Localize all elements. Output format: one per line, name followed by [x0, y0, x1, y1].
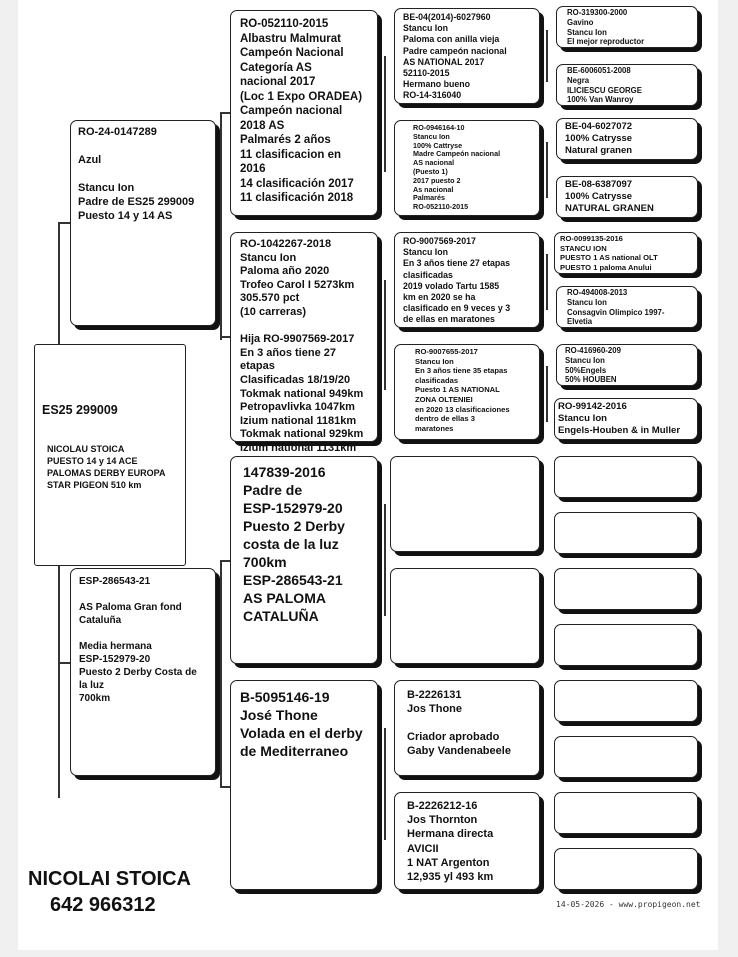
- gen4-box-empty[interactable]: [554, 848, 698, 890]
- gen4-box-f[interactable]: [556, 286, 698, 328]
- connector-line: [546, 254, 548, 310]
- subject-info: NICOLAU STOICA PUESTO 14 y 14 ACE PALOMAS DERBY EUROPA STAR PIGEON 510 km: [47, 444, 166, 490]
- connector-line: [384, 56, 386, 172]
- gen4-box-b[interactable]: [556, 64, 698, 106]
- gen4-text-d: BE-08-6387097 100% Catrysse NATURAL GRANEN: [565, 179, 654, 214]
- sire-box[interactable]: [70, 120, 216, 326]
- gen4-box-empty[interactable]: [554, 512, 698, 554]
- ddd-box[interactable]: [394, 792, 540, 890]
- connector-line: [384, 728, 386, 840]
- connector-line: [546, 366, 548, 422]
- connector-line: [58, 222, 70, 224]
- gen4-text-a: RO-319300-2000 Gavino Stancu Ion El mejor reproductor: [567, 8, 645, 47]
- sire-sire-text: RO-052110-2015 Albastru Malmurat Campeón Nacional Categoría AS nacional 2017 (Loc 1 Expo ORADEA) Campeón nacional 2018 AS Palmarés 2 años 11 clasificacion en 2016 14 clasificación 2017 11 clasificación 2018: [240, 18, 363, 204]
- dam-sire-box[interactable]: [230, 456, 378, 664]
- dds-box[interactable]: [394, 680, 540, 776]
- dds-text: B-2226131 Jos Thone Criador aprobado Gaby Vandenabeele: [407, 689, 511, 757]
- gen4-box-g[interactable]: [556, 344, 698, 386]
- sss-text: BE-04(2014)-6027960 Stancu Ion Paloma con anilla vieja Padre campeón nacional AS NATIONAL 2017 52110-2015 Hermano bueno RO-14-316040: [403, 12, 507, 101]
- gen4-box-a[interactable]: [556, 6, 698, 48]
- gen4-text-f: RO-494008-2013 Stancu Ion Consagvin Olimpico 1997- Elvetia: [567, 288, 665, 327]
- ddd-text: B-2226212-16 Jos Thornton Hermana directa AVICII 1 NAT Argenton 12,935 yl 493 km: [407, 800, 494, 884]
- subject-box[interactable]: [34, 344, 186, 566]
- sdd-text: RO-9007655-2017 Stancu Ion En 3 años tiene 35 etapas clasificadas Puesto 1 AS NATIONAL ZONA OLTENIEI en 2020 13 clasificaciones dentro de ellas 3 maratones: [415, 347, 510, 433]
- subject-ring: ES25 299009: [42, 403, 118, 417]
- gen4-box-h[interactable]: [554, 398, 698, 440]
- gen4-box-empty[interactable]: [554, 736, 698, 778]
- sds-box[interactable]: [394, 232, 540, 328]
- connector-line: [58, 662, 70, 664]
- connector-line: [546, 30, 548, 82]
- gen4-box-d[interactable]: [556, 176, 698, 218]
- sds-text: RO-9007569-2017 Stancu Ion En 3 años tiene 27 etapas clasificadas 2019 volado Tartu 1585 km en 2020 se ha clasificado en 9 veces y 3 de ellas en maratones: [403, 236, 511, 325]
- dam-text: ESP-286543-21 AS Paloma Gran fond Cataluña Media hermana ESP-152979-20 Puesto 2 Derby Costa de la luz 700km: [79, 576, 197, 704]
- gen4-box-empty[interactable]: [554, 568, 698, 610]
- gen4-text-g: RO-416960-209 Stancu Ion 50%Engels 50% HOUBEN: [565, 346, 621, 385]
- gen4-box-empty[interactable]: [554, 792, 698, 834]
- gen4-box-empty[interactable]: [554, 624, 698, 666]
- connector-line: [220, 112, 222, 340]
- owner-phone: 642 966312: [50, 894, 156, 916]
- connector-line: [220, 786, 230, 788]
- gen4-box-c[interactable]: [556, 118, 698, 160]
- sire-dam-box[interactable]: [230, 232, 378, 454]
- ssd-text: RO-0946164-10 Stancu Ion 100% Cattryse Madre Campeón nacional AS nacional (Puesto 1) 2017 puesto 2 As nacional Palmarés RO-052110-2015: [413, 123, 501, 212]
- sss-box[interactable]: [394, 8, 540, 104]
- gen4-text-b: BE-6006051-2008 Negra ILICIESCU GEORGE 100% Van Wanroy: [567, 66, 642, 105]
- connector-line: [384, 504, 386, 616]
- sire-dam-text: RO-1042267-2018 Stancu Ion Paloma año 2020 Trofeo Carol I 5273km 305.570 pct (10 carreras) Hija RO-9907569-2017 En 3 años tiene 27 etapas Clasificadas 18/19/20 Tokmak national 949km Petropavlivka 1047km Izium national 1181km Tokmak national 929km Izium national 1131km: [240, 238, 364, 454]
- connector-line: [220, 560, 222, 788]
- gen4-box-e[interactable]: [554, 232, 698, 274]
- ssd-box[interactable]: [394, 120, 540, 216]
- dam-sire-text: 147839-2016 Padre de ESP-152979-20 Puesto 2 Derby costa de la luz 700km ESP-286543-21 AS PALOMA CATALUÑA: [243, 464, 345, 624]
- gen4-box-empty[interactable]: [554, 456, 698, 498]
- connector-line: [220, 560, 230, 562]
- connector-line: [546, 142, 548, 198]
- sdd-box[interactable]: [394, 344, 540, 440]
- dss-box[interactable]: [390, 456, 540, 552]
- dam-dam-text: B-5095146-19 José Thone Volada en el derby de Mediterraneo: [240, 689, 363, 759]
- dam-box[interactable]: [70, 568, 216, 776]
- dsd-box[interactable]: [390, 568, 540, 664]
- gen4-text-h: RO-99142-2016 Stancu Ion Engels-Houben & in Muller: [558, 401, 681, 436]
- dam-dam-box[interactable]: [230, 680, 378, 890]
- sire-text: RO-24-0147289 Azul Stancu Ion Padre de ES25 299009 Puesto 14 y 14 AS: [78, 126, 195, 222]
- connector-line: [220, 112, 230, 114]
- gen4-text-c: BE-04-6027072 100% Catrysse Natural granen: [565, 121, 633, 156]
- gen4-text-e: RO-0099135-2016 STANCU ION PUESTO 1 AS national OLT PUESTO 1 paloma Anului: [560, 234, 658, 272]
- connector-line: [384, 280, 386, 390]
- owner-name: NICOLAI STOICA: [28, 868, 191, 890]
- gen4-box-empty[interactable]: [554, 680, 698, 722]
- sire-sire-box[interactable]: [230, 10, 378, 216]
- print-date-site: 14-05-2026 - www.propigeon.net: [556, 900, 701, 909]
- connector-line: [220, 336, 230, 338]
